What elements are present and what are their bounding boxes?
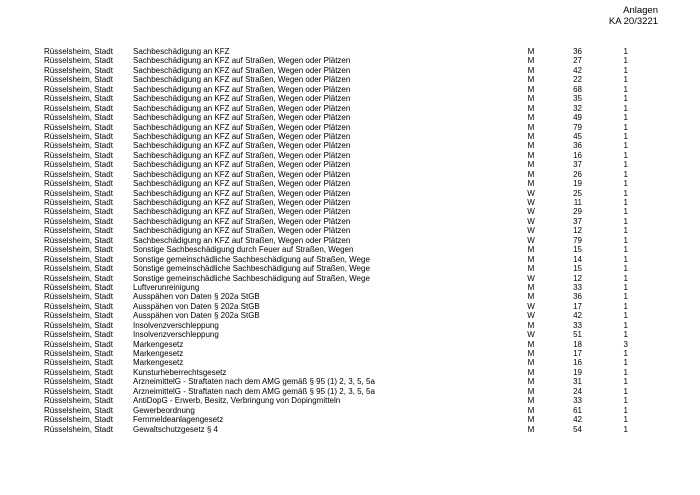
table-row bbox=[0, 236, 700, 245]
offense-cell: Sachbeschädigung an KFZ auf Straßen, Wegen oder Plätzen bbox=[133, 198, 351, 207]
count-cell: 1 bbox=[623, 254, 628, 264]
count-cell: 1 bbox=[623, 330, 628, 340]
age-cell: 12 bbox=[573, 226, 582, 236]
age-cell: 19 bbox=[573, 367, 582, 377]
sex-cell: M bbox=[527, 358, 535, 368]
age-cell: 79 bbox=[573, 122, 582, 132]
table-row bbox=[0, 264, 700, 273]
offense-cell: Gewaltschutzgesetz § 4 bbox=[133, 424, 218, 434]
sex-cell: M bbox=[527, 169, 535, 179]
count-cell: 1 bbox=[623, 198, 628, 207]
offense-cell: Kunsturheberrechtsgesetz bbox=[133, 367, 227, 377]
sex-cell: M bbox=[527, 282, 535, 292]
offense-cell: Markengesetz bbox=[133, 339, 184, 349]
offense-cell: AntiDopG - Erwerb, Besitz, Verbringung von Dopingmitteln bbox=[133, 396, 341, 406]
age-cell: 33 bbox=[573, 282, 582, 292]
offense-cell: Sachbeschädigung an KFZ auf Straßen, Wegen oder Plätzen bbox=[133, 75, 351, 85]
age-cell: 68 bbox=[573, 84, 582, 94]
offense-cell: Ausspähen von Daten § 202a StGB bbox=[133, 301, 260, 311]
offense-cell: Sachbeschädigung an KFZ auf Straßen, Wegen oder Plätzen bbox=[133, 65, 351, 75]
count-cell: 1 bbox=[623, 141, 628, 151]
sex-cell: M bbox=[527, 65, 535, 75]
table-row bbox=[0, 415, 700, 424]
age-cell: 49 bbox=[573, 113, 582, 123]
city-cell: Rüsselsheim, Stadt bbox=[44, 56, 113, 66]
header-reference-number: KA 20/3221 bbox=[608, 15, 658, 27]
age-cell: 61 bbox=[573, 405, 582, 415]
sex-cell: W bbox=[527, 301, 535, 311]
city-cell: Rüsselsheim, Stadt bbox=[44, 84, 113, 94]
offense-cell: Sachbeschädigung an KFZ auf Straßen, Wegen oder Plätzen bbox=[133, 84, 351, 94]
count-cell: 1 bbox=[623, 94, 628, 104]
offense-cell: Sachbeschädigung an KFZ auf Straßen, Wegen oder Plätzen bbox=[133, 94, 351, 104]
city-cell: Rüsselsheim, Stadt bbox=[44, 169, 113, 179]
offense-cell: Sonstige gemeinschädliche Sachbeschädigung auf Straßen, Wege bbox=[133, 264, 370, 274]
offense-cell: Markengesetz bbox=[133, 349, 184, 358]
sex-cell: M bbox=[527, 367, 535, 377]
count-cell: 1 bbox=[623, 160, 628, 170]
city-cell: Rüsselsheim, Stadt bbox=[44, 103, 113, 113]
age-cell: 16 bbox=[573, 358, 582, 368]
count-cell: 1 bbox=[623, 320, 628, 330]
city-cell: Rüsselsheim, Stadt bbox=[44, 245, 113, 255]
city-cell: Rüsselsheim, Stadt bbox=[44, 179, 113, 189]
sex-cell: M bbox=[527, 122, 535, 132]
city-cell: Rüsselsheim, Stadt bbox=[44, 320, 113, 330]
age-cell: 16 bbox=[573, 150, 582, 160]
city-cell: Rüsselsheim, Stadt bbox=[44, 198, 113, 207]
table-row bbox=[0, 349, 700, 358]
table-row bbox=[0, 255, 700, 264]
offense-cell: Insolvenzverschleppung bbox=[133, 320, 219, 330]
count-cell: 1 bbox=[623, 273, 628, 283]
offense-cell: Sachbeschädigung an KFZ auf Straßen, Wegen oder Plätzen bbox=[133, 235, 351, 245]
table-row bbox=[0, 283, 700, 292]
offense-cell: Sachbeschädigung an KFZ auf Straßen, Wegen oder Plätzen bbox=[133, 131, 351, 141]
sex-cell: M bbox=[527, 179, 535, 189]
sex-cell: W bbox=[527, 311, 535, 321]
sex-cell: M bbox=[527, 84, 535, 94]
count-cell: 1 bbox=[623, 188, 628, 198]
city-cell: Rüsselsheim, Stadt bbox=[44, 47, 113, 56]
city-cell: Rüsselsheim, Stadt bbox=[44, 405, 113, 415]
offense-cell: Sachbeschädigung an KFZ auf Straßen, Wegen oder Plätzen bbox=[133, 226, 351, 236]
age-cell: 15 bbox=[573, 245, 582, 255]
count-cell: 1 bbox=[623, 386, 628, 396]
offense-cell: Sachbeschädigung an KFZ auf Straßen, Wegen oder Plätzen bbox=[133, 56, 351, 66]
table-row bbox=[0, 311, 700, 320]
age-cell: 18 bbox=[573, 339, 582, 349]
table-row bbox=[0, 217, 700, 226]
city-cell: Rüsselsheim, Stadt bbox=[44, 330, 113, 340]
count-cell: 1 bbox=[623, 282, 628, 292]
table-row bbox=[0, 132, 700, 141]
table-row bbox=[0, 292, 700, 301]
count-cell: 1 bbox=[623, 122, 628, 132]
city-cell: Rüsselsheim, Stadt bbox=[44, 131, 113, 141]
sex-cell: M bbox=[527, 386, 535, 396]
age-cell: 36 bbox=[573, 292, 582, 302]
age-cell: 37 bbox=[573, 216, 582, 226]
offense-cell: Sachbeschädigung an KFZ auf Straßen, Wegen oder Plätzen bbox=[133, 122, 351, 132]
sex-cell: M bbox=[527, 264, 535, 274]
count-cell: 1 bbox=[623, 150, 628, 160]
count-cell: 1 bbox=[623, 103, 628, 113]
sex-cell: W bbox=[527, 216, 535, 226]
table-row bbox=[0, 179, 700, 188]
city-cell: Rüsselsheim, Stadt bbox=[44, 339, 113, 349]
age-cell: 45 bbox=[573, 131, 582, 141]
age-cell: 31 bbox=[573, 377, 582, 387]
city-cell: Rüsselsheim, Stadt bbox=[44, 141, 113, 151]
offense-cell: Sachbeschädigung an KFZ auf Straßen, Wegen oder Plätzen bbox=[133, 113, 351, 123]
table-row bbox=[0, 226, 700, 235]
sex-cell: M bbox=[527, 292, 535, 302]
age-cell: 22 bbox=[573, 75, 582, 85]
table-row bbox=[0, 330, 700, 339]
city-cell: Rüsselsheim, Stadt bbox=[44, 235, 113, 245]
sex-cell: M bbox=[527, 320, 535, 330]
count-cell: 1 bbox=[623, 358, 628, 368]
sex-cell: M bbox=[527, 339, 535, 349]
sex-cell: M bbox=[527, 47, 535, 56]
city-cell: Rüsselsheim, Stadt bbox=[44, 122, 113, 132]
count-cell: 1 bbox=[623, 169, 628, 179]
age-cell: 19 bbox=[573, 179, 582, 189]
city-cell: Rüsselsheim, Stadt bbox=[44, 292, 113, 302]
count-cell: 1 bbox=[623, 65, 628, 75]
offense-cell: Markengesetz bbox=[133, 358, 184, 368]
count-cell: 1 bbox=[623, 245, 628, 255]
count-cell: 1 bbox=[623, 264, 628, 274]
age-cell: 35 bbox=[573, 94, 582, 104]
table-row bbox=[0, 377, 700, 386]
sex-cell: W bbox=[527, 198, 535, 207]
sex-cell: W bbox=[527, 330, 535, 340]
table-row bbox=[0, 160, 700, 169]
offense-cell: Ausspähen von Daten § 202a StGB bbox=[133, 292, 260, 302]
table-row bbox=[0, 387, 700, 396]
offense-cell: Sachbeschädigung an KFZ bbox=[133, 47, 230, 56]
table-row bbox=[0, 113, 700, 122]
age-cell: 32 bbox=[573, 103, 582, 113]
age-cell: 29 bbox=[573, 207, 582, 217]
count-cell: 1 bbox=[623, 396, 628, 406]
age-cell: 36 bbox=[573, 141, 582, 151]
document-header bbox=[609, 6, 658, 27]
city-cell: Rüsselsheim, Stadt bbox=[44, 377, 113, 387]
offense-cell: Sachbeschädigung an KFZ auf Straßen, Wegen oder Plätzen bbox=[133, 160, 351, 170]
count-cell: 1 bbox=[623, 377, 628, 387]
city-cell: Rüsselsheim, Stadt bbox=[44, 311, 113, 321]
offense-cell: Gewerbeordnung bbox=[133, 405, 195, 415]
city-cell: Rüsselsheim, Stadt bbox=[44, 358, 113, 368]
age-cell: 37 bbox=[573, 160, 582, 170]
age-cell: 25 bbox=[573, 188, 582, 198]
sex-cell: M bbox=[527, 254, 535, 264]
city-cell: Rüsselsheim, Stadt bbox=[44, 301, 113, 311]
table-row bbox=[0, 94, 700, 103]
sex-cell: M bbox=[527, 150, 535, 160]
offense-cell: Sonstige gemeinschädliche Sachbeschädigung auf Straßen, Wege bbox=[133, 273, 370, 283]
sex-cell: M bbox=[527, 141, 535, 151]
table-row bbox=[0, 47, 700, 56]
sex-cell: W bbox=[527, 226, 535, 236]
table-row bbox=[0, 302, 700, 311]
table-row bbox=[0, 85, 700, 94]
age-cell: 51 bbox=[573, 330, 582, 340]
table-row bbox=[0, 368, 700, 377]
table-row bbox=[0, 141, 700, 150]
offense-table bbox=[0, 47, 700, 434]
age-cell: 42 bbox=[573, 415, 582, 425]
table-row bbox=[0, 151, 700, 160]
count-cell: 1 bbox=[623, 207, 628, 217]
table-row bbox=[0, 207, 700, 216]
sex-cell: M bbox=[527, 56, 535, 66]
table-row bbox=[0, 170, 700, 179]
count-cell: 1 bbox=[623, 235, 628, 245]
sex-cell: M bbox=[527, 405, 535, 415]
count-cell: 1 bbox=[623, 311, 628, 321]
table-row bbox=[0, 56, 700, 65]
sex-cell: W bbox=[527, 273, 535, 283]
city-cell: Rüsselsheim, Stadt bbox=[44, 94, 113, 104]
table-row bbox=[0, 104, 700, 113]
city-cell: Rüsselsheim, Stadt bbox=[44, 254, 113, 264]
sex-cell: W bbox=[527, 188, 535, 198]
count-cell: 1 bbox=[623, 56, 628, 66]
age-cell: 42 bbox=[573, 65, 582, 75]
offense-cell: Fernmeldeanlagengesetz bbox=[133, 415, 224, 425]
age-cell: 12 bbox=[573, 273, 582, 283]
city-cell: Rüsselsheim, Stadt bbox=[44, 75, 113, 85]
header-annex-label: Anlagen bbox=[623, 5, 658, 16]
city-cell: Rüsselsheim, Stadt bbox=[44, 396, 113, 406]
sex-cell: M bbox=[527, 94, 535, 104]
count-cell: 1 bbox=[623, 415, 628, 425]
sex-cell: M bbox=[527, 75, 535, 85]
offense-cell: Luftverunreinigung bbox=[133, 282, 200, 292]
offense-cell: ArzneimittelG - Straftaten nach dem AMG gemäß § 95 (1) 2, 3, 5, 5a bbox=[133, 386, 375, 396]
sex-cell: M bbox=[527, 160, 535, 170]
offense-cell: Sachbeschädigung an KFZ auf Straßen, Wegen oder Plätzen bbox=[133, 179, 351, 189]
age-cell: 33 bbox=[573, 320, 582, 330]
offense-cell: Insolvenzverschleppung bbox=[133, 330, 219, 340]
age-cell: 17 bbox=[573, 349, 582, 358]
count-cell: 1 bbox=[623, 131, 628, 141]
count-cell: 1 bbox=[623, 301, 628, 311]
age-cell: 42 bbox=[573, 311, 582, 321]
table-row bbox=[0, 245, 700, 254]
sex-cell: M bbox=[527, 396, 535, 406]
count-cell: 1 bbox=[623, 84, 628, 94]
age-cell: 11 bbox=[573, 198, 582, 207]
age-cell: 24 bbox=[573, 386, 582, 396]
table-row bbox=[0, 406, 700, 415]
age-cell: 27 bbox=[573, 56, 582, 66]
sex-cell: M bbox=[527, 349, 535, 358]
age-cell: 36 bbox=[573, 47, 582, 56]
table-row bbox=[0, 396, 700, 405]
offense-cell: Sachbeschädigung an KFZ auf Straßen, Wegen oder Plätzen bbox=[133, 188, 351, 198]
count-cell: 1 bbox=[623, 424, 628, 434]
age-cell: 79 bbox=[573, 235, 582, 245]
age-cell: 26 bbox=[573, 169, 582, 179]
offense-cell: Ausspähen von Daten § 202a StGB bbox=[133, 311, 260, 321]
sex-cell: W bbox=[527, 207, 535, 217]
table-row bbox=[0, 358, 700, 367]
city-cell: Rüsselsheim, Stadt bbox=[44, 264, 113, 274]
table-row bbox=[0, 75, 700, 84]
table-row bbox=[0, 189, 700, 198]
age-cell: 17 bbox=[573, 301, 582, 311]
count-cell: 1 bbox=[623, 75, 628, 85]
table-row bbox=[0, 340, 700, 349]
sex-cell: M bbox=[527, 131, 535, 141]
table-row bbox=[0, 123, 700, 132]
sex-cell: M bbox=[527, 424, 535, 434]
city-cell: Rüsselsheim, Stadt bbox=[44, 226, 113, 236]
count-cell: 1 bbox=[623, 292, 628, 302]
offense-cell: Sachbeschädigung an KFZ auf Straßen, Wegen oder Plätzen bbox=[133, 150, 351, 160]
count-cell: 1 bbox=[623, 179, 628, 189]
city-cell: Rüsselsheim, Stadt bbox=[44, 273, 113, 283]
age-cell: 54 bbox=[573, 424, 582, 434]
sex-cell: M bbox=[527, 103, 535, 113]
count-cell: 1 bbox=[623, 367, 628, 377]
sex-cell: M bbox=[527, 415, 535, 425]
table-row bbox=[0, 274, 700, 283]
sex-cell: M bbox=[527, 377, 535, 387]
age-cell: 15 bbox=[573, 264, 582, 274]
city-cell: Rüsselsheim, Stadt bbox=[44, 65, 113, 75]
offense-cell: Sachbeschädigung an KFZ auf Straßen, Wegen oder Plätzen bbox=[133, 103, 351, 113]
age-cell: 14 bbox=[573, 254, 582, 264]
table-row bbox=[0, 321, 700, 330]
age-cell: 33 bbox=[573, 396, 582, 406]
city-cell: Rüsselsheim, Stadt bbox=[44, 282, 113, 292]
count-cell: 1 bbox=[623, 226, 628, 236]
count-cell: 1 bbox=[623, 113, 628, 123]
city-cell: Rüsselsheim, Stadt bbox=[44, 113, 113, 123]
count-cell: 1 bbox=[623, 349, 628, 358]
city-cell: Rüsselsheim, Stadt bbox=[44, 367, 113, 377]
city-cell: Rüsselsheim, Stadt bbox=[44, 349, 113, 358]
offense-cell: Sachbeschädigung an KFZ auf Straßen, Wegen oder Plätzen bbox=[133, 141, 351, 151]
sex-cell: M bbox=[527, 113, 535, 123]
offense-cell: ArzneimittelG - Straftaten nach dem AMG gemäß § 95 (1) 2, 3, 5, 5a bbox=[133, 377, 375, 387]
city-cell: Rüsselsheim, Stadt bbox=[44, 150, 113, 160]
count-cell: 1 bbox=[623, 405, 628, 415]
count-cell: 3 bbox=[623, 339, 628, 349]
city-cell: Rüsselsheim, Stadt bbox=[44, 216, 113, 226]
offense-cell: Sachbeschädigung an KFZ auf Straßen, Wegen oder Plätzen bbox=[133, 207, 351, 217]
offense-cell: Sonstige gemeinschädliche Sachbeschädigung auf Straßen, Wege bbox=[133, 254, 370, 264]
offense-cell: Sachbeschädigung an KFZ auf Straßen, Wegen oder Plätzen bbox=[133, 216, 351, 226]
table-row bbox=[0, 425, 700, 434]
table-row bbox=[0, 66, 700, 75]
city-cell: Rüsselsheim, Stadt bbox=[44, 424, 113, 434]
count-cell: 1 bbox=[623, 47, 628, 56]
count-cell: 1 bbox=[623, 216, 628, 226]
city-cell: Rüsselsheim, Stadt bbox=[44, 207, 113, 217]
offense-cell: Sachbeschädigung an KFZ auf Straßen, Wegen oder Plätzen bbox=[133, 169, 351, 179]
city-cell: Rüsselsheim, Stadt bbox=[44, 386, 113, 396]
city-cell: Rüsselsheim, Stadt bbox=[44, 188, 113, 198]
sex-cell: M bbox=[527, 245, 535, 255]
sex-cell: W bbox=[527, 235, 535, 245]
offense-cell: Sonstige Sachbeschädigung durch Feuer auf Straßen, Wegen bbox=[133, 245, 354, 255]
city-cell: Rüsselsheim, Stadt bbox=[44, 415, 113, 425]
table-row bbox=[0, 198, 700, 207]
city-cell: Rüsselsheim, Stadt bbox=[44, 160, 113, 170]
